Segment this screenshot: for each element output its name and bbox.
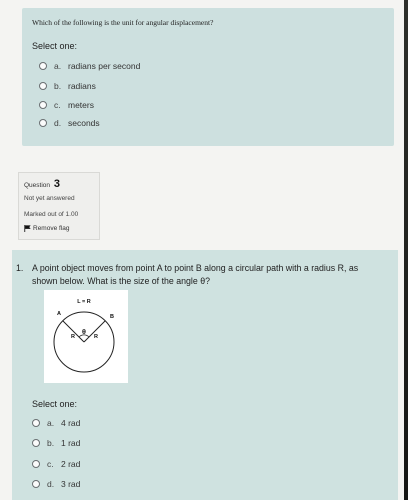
radius-left-label: R: [71, 334, 75, 340]
option-label: radians: [68, 81, 96, 91]
question-number: 3: [53, 178, 60, 190]
question-3-panel: [12, 250, 398, 500]
option-d[interactable]: [32, 479, 80, 489]
flag-icon: [24, 225, 31, 232]
radio-button[interactable]: [39, 62, 47, 70]
question-2-panel: [22, 8, 394, 146]
option-label: seconds: [68, 118, 100, 128]
question-3-text: A point object moves from point A to point B along a circular path with a radius R, as shown below. What is the size of the angle θ?: [32, 263, 359, 286]
option-a[interactable]: [39, 61, 140, 71]
remove-flag-label: Remove flag: [33, 225, 70, 232]
option-d[interactable]: [39, 118, 100, 128]
option-letter: d.: [47, 479, 55, 489]
question-item-number: 1.: [16, 263, 24, 273]
radio-button[interactable]: [39, 119, 47, 127]
option-label: 1 rad: [61, 438, 81, 448]
option-letter: c.: [47, 459, 54, 469]
option-c[interactable]: [32, 459, 80, 469]
radius-right-label: R: [94, 334, 98, 340]
question-label: [24, 178, 60, 190]
radio-button[interactable]: [32, 439, 40, 447]
option-c[interactable]: [39, 100, 94, 110]
radio-button[interactable]: [32, 460, 40, 468]
circle-diagram: [44, 290, 128, 383]
option-a[interactable]: [32, 418, 80, 428]
marks-info: Marked out of 1.00: [24, 211, 79, 218]
option-letter: b.: [54, 81, 62, 91]
radio-button[interactable]: [39, 101, 47, 109]
question-2-text: Which of the following is the unit for angular displacement?: [32, 18, 214, 27]
option-letter: c.: [54, 100, 61, 110]
option-label: 2 rad: [61, 459, 81, 469]
point-a-label: A: [57, 311, 61, 317]
option-letter: a.: [54, 61, 62, 71]
question-word: Question: [24, 182, 51, 189]
option-label: 3 rad: [61, 479, 81, 489]
radio-button[interactable]: [39, 82, 47, 90]
select-one-label: Select one:: [32, 399, 78, 409]
circle-figure: [44, 290, 128, 383]
option-label: meters: [68, 100, 94, 110]
angle-label: θ: [82, 327, 86, 336]
select-one-label: Select one:: [32, 41, 78, 51]
option-b[interactable]: [32, 438, 80, 448]
option-letter: d.: [54, 118, 62, 128]
arc-label: L = R: [77, 299, 91, 305]
screen-edge: [404, 0, 408, 500]
option-label: radians per second: [68, 61, 141, 71]
option-label: 4 rad: [61, 418, 81, 428]
radio-button[interactable]: [32, 419, 40, 427]
option-b[interactable]: [39, 81, 96, 91]
question-info-box: [18, 172, 100, 240]
point-b-label: B: [110, 314, 114, 320]
answer-status: Not yet answered: [24, 195, 75, 202]
option-letter: a.: [47, 418, 55, 428]
radio-button[interactable]: [32, 480, 40, 488]
remove-flag-link[interactable]: [24, 225, 70, 232]
option-letter: b.: [47, 438, 55, 448]
